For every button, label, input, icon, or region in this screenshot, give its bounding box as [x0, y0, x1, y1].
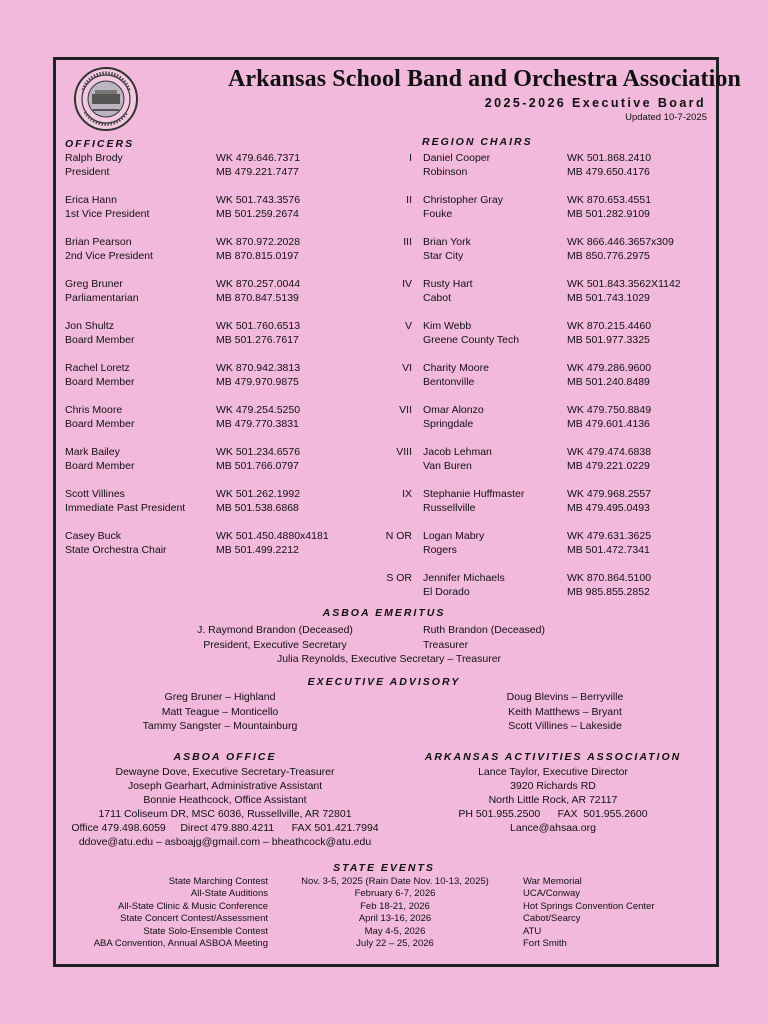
officer-name: Brian Pearson [65, 236, 132, 248]
region-chair-work-phone: WK 501.843.3562X1142 [567, 278, 681, 290]
officer-work-phone: WK 870.942.3813 [216, 362, 301, 374]
region-chair-mobile-phone: MB 850.776.2975 [567, 250, 650, 262]
officer-name: Jon Shultz [65, 320, 115, 332]
region-chair-work-phone: WK 479.286.9600 [567, 362, 652, 374]
region-chair-name: Brian York [423, 236, 471, 248]
events-heading: STATE EVENTS [333, 862, 435, 874]
region-number: N OR [385, 530, 412, 542]
officer-name: Greg Bruner [65, 278, 123, 290]
region-chair-name: Logan Mabry [423, 530, 485, 542]
region-chair-city: Bentonville [423, 376, 475, 388]
officer-name: Erica Hann [65, 194, 117, 206]
region-number: II [406, 194, 412, 206]
event-name: State Marching Contest [168, 876, 268, 887]
region-number: VIII [396, 446, 412, 458]
officer-work-phone: WK 501.234.6576 [216, 446, 301, 458]
region-number: VII [399, 404, 412, 416]
officer-role: State Orchestra Chair [65, 544, 167, 556]
advisory-left-item: Tammy Sangster – Mountainburg [142, 720, 298, 732]
officer-mobile-phone: MB 479.770.3831 [216, 418, 299, 430]
region-chair-work-phone: WK 870.215.4460 [567, 320, 652, 332]
event-name: State Solo-Ensemble Contest [143, 925, 268, 937]
aaa-heading: ARKANSAS ACTIVITIES ASSOCIATION [424, 751, 682, 763]
officer-name: Scott Villines [65, 488, 125, 500]
region-chair-mobile-phone: MB 479.650.4176 [567, 166, 650, 178]
officer-role: Board Member [65, 418, 135, 430]
event-name: All-State Clinic & Music Conference [118, 900, 268, 912]
region-chair-city: Fouke [423, 208, 453, 220]
office-line: Bonnie Heathcock, Office Assistant [143, 794, 307, 806]
advisory-left-item: Matt Teague – Monticello [161, 706, 279, 718]
emeritus-left-name: J. Raymond Brandon (Deceased) [197, 624, 353, 636]
region-chair-city: El Dorado [423, 586, 470, 598]
event-name: State Concert Contest/Assessment [120, 913, 268, 925]
page-title: Arkansas School Band and Orchestra Association [228, 66, 741, 92]
officer-mobile-phone: MB 501.259.2674 [216, 208, 299, 220]
officer-mobile-phone: MB 501.538.6868 [216, 502, 299, 514]
region-chair-name: Daniel Cooper [423, 152, 491, 164]
region-chair-name: Omar Alonzo [423, 404, 484, 416]
officer-role: Board Member [65, 460, 135, 472]
region-number: I [409, 152, 412, 164]
region-chair-work-phone: WK 870.653.4551 [567, 194, 652, 206]
region-chair-mobile-phone: MB 479.601.4136 [567, 418, 650, 430]
office-emails: ddove@atu.edu – asboajg@gmail.com – bheathcock@atu.edu [78, 836, 372, 848]
officer-role: Parliamentarian [65, 292, 139, 304]
event-date: May 4-5, 2026 [364, 925, 426, 937]
office-phones: Office 479.498.6059 Direct 479.880.4211 FAX 501.421.7994 [71, 822, 379, 834]
event-date: Nov. 3-5, 2025 (Rain Date Nov. 10-13, 2025) [301, 876, 489, 887]
region-chair-name: Charity Moore [423, 362, 489, 374]
event-location: Hot Springs Convention Center [523, 900, 655, 912]
region-chair-city: Cabot [423, 292, 452, 304]
officer-mobile-phone: MB 479.221.7477 [216, 166, 299, 178]
emeritus-left-role: President, Executive Secretary [203, 639, 347, 651]
office-address: 1711 Coliseum DR, MSC 6036, Russellville, AR 72801 [98, 808, 352, 820]
region-chair-city: Robinson [423, 166, 468, 178]
office-line: Dewayne Dove, Executive Secretary-Treasurer [115, 766, 335, 778]
region-chair-city: Rogers [423, 544, 457, 556]
updated-date: Updated 10-7-2025 [625, 112, 707, 123]
officer-name: Ralph Brody [65, 152, 123, 164]
region-number: IX [402, 488, 412, 500]
event-location: War Memorial [523, 876, 582, 887]
region-chair-city: Greene County Tech [423, 334, 520, 346]
advisory-right-item: Doug Blevins – Berryville [506, 691, 624, 703]
officer-mobile-phone: MB 501.499.2212 [216, 544, 299, 556]
region-number: S OR [386, 572, 412, 584]
advisory-right-item: Keith Matthews – Bryant [508, 706, 622, 718]
officer-role: Board Member [65, 334, 135, 346]
event-name: All-State Auditions [190, 888, 268, 900]
region-chair-work-phone: WK 479.474.6838 [567, 446, 652, 458]
advisory-right-item: Scott Villines – Lakeside [508, 720, 622, 732]
region-number: IV [402, 278, 412, 290]
advisory-heading: EXECUTIVE ADVISORY [307, 676, 461, 688]
aaa-line: 3920 Richards RD [510, 780, 596, 792]
officer-work-phone: WK 501.743.3576 [216, 194, 301, 206]
officer-mobile-phone: MB 479.970.9875 [216, 376, 299, 388]
officer-work-phone: WK 870.257.0044 [216, 278, 301, 290]
region-chair-mobile-phone: MB 501.743.1029 [567, 292, 650, 304]
region-chair-mobile-phone: MB 501.977.3325 [567, 334, 650, 346]
region-number: III [403, 236, 412, 248]
region-chair-work-phone: WK 501.868.2410 [567, 152, 652, 164]
event-date: July 22 – 25, 2026 [356, 938, 434, 949]
region-chair-work-phone: WK 479.631.3625 [567, 530, 652, 542]
aaa-email: Lance@ahsaa.org [510, 822, 596, 834]
officer-role: 1st Vice President [65, 208, 150, 220]
officer-mobile-phone: MB 501.766.0797 [216, 460, 299, 472]
event-date: February 6-7, 2026 [354, 888, 436, 900]
region-chair-work-phone: WK 866.446.3657x309 [567, 236, 674, 248]
region-chair-work-phone: WK 870.864.5100 [567, 572, 652, 584]
aaa-line: Lance Taylor, Executive Director [478, 766, 628, 778]
region-chair-name: Jacob Lehman [423, 446, 492, 458]
event-date: Feb 18-21, 2026 [360, 900, 430, 912]
officer-name: Mark Bailey [65, 446, 120, 458]
region-chair-name: Stephanie Huffmaster [423, 488, 525, 500]
region-chair-name: Christopher Gray [423, 194, 503, 206]
region-chair-city: Van Buren [423, 460, 472, 472]
event-date: April 13-16, 2026 [358, 913, 432, 925]
region-chair-city: Springdale [423, 418, 474, 430]
officer-mobile-phone: MB 870.847.5139 [216, 292, 299, 304]
region-number: V [404, 320, 412, 332]
event-name: ABA Convention, Annual ASBOA Meeting [93, 938, 268, 949]
officer-name: Rachel Loretz [65, 362, 130, 374]
officer-mobile-phone: MB 501.276.7617 [216, 334, 299, 346]
event-location: UCA/Conway [523, 888, 581, 900]
region-chair-mobile-phone: MB 985.855.2852 [567, 586, 650, 598]
page-subtitle: 2025-2026 Executive Board [484, 96, 706, 110]
officer-work-phone: WK 501.450.4880x4181 [216, 530, 329, 542]
officer-name: Casey Buck [65, 530, 122, 542]
region-chair-mobile-phone: MB 479.221.0229 [567, 460, 650, 472]
officer-work-phone: WK 870.972.2028 [216, 236, 301, 248]
region-chair-name: Rusty Hart [423, 278, 473, 290]
region-chair-mobile-phone: MB 501.282.9109 [567, 208, 650, 220]
region-chair-city: Russellville [423, 502, 476, 514]
region-chair-work-phone: WK 479.750.8849 [567, 404, 652, 416]
region-number: VI [402, 362, 412, 374]
region-chair-work-phone: WK 479.968.2557 [567, 488, 652, 500]
officer-role: 2nd Vice President [65, 250, 153, 262]
officer-role: Immediate Past President [65, 502, 186, 514]
officers-heading: OFFICERS [65, 138, 135, 150]
emeritus-heading: ASBOA EMERITUS [322, 607, 446, 619]
region-chair-mobile-phone: MB 501.240.8489 [567, 376, 650, 388]
officer-mobile-phone: MB 870.815.0197 [216, 250, 299, 262]
emeritus-right-name: Ruth Brandon (Deceased) [423, 624, 545, 636]
region-chair-city: Star City [423, 250, 464, 262]
officer-name: Chris Moore [65, 404, 123, 416]
officer-role: President [65, 166, 110, 178]
officer-work-phone: WK 501.760.6513 [216, 320, 301, 332]
region-chair-mobile-phone: MB 501.472.7341 [567, 544, 650, 556]
event-location: Cabot/Searcy [523, 913, 581, 925]
office-line: Joseph Gearhart, Administrative Assistant [127, 780, 323, 792]
emeritus-right-role: Treasurer [423, 639, 469, 651]
association-seal-icon [73, 66, 139, 132]
aaa-phones: PH 501.955.2500 FAX 501.955.2600 [458, 808, 648, 820]
region-chairs-heading: REGION CHAIRS [422, 136, 533, 148]
event-location: ATU [523, 925, 542, 937]
aaa-line: North Little Rock, AR 72117 [488, 794, 618, 806]
office-heading: ASBOA OFFICE [173, 751, 277, 763]
officer-work-phone: WK 479.646.7371 [216, 152, 301, 164]
region-chair-name: Kim Webb [423, 320, 472, 332]
event-location: Fort Smith [523, 938, 567, 949]
region-chair-name: Jennifer Michaels [423, 572, 505, 584]
officer-role: Board Member [65, 376, 135, 388]
emeritus-bottom: Julia Reynolds, Executive Secretary – Treasurer [276, 653, 502, 665]
region-chair-mobile-phone: MB 479.495.0493 [567, 502, 650, 514]
advisory-left-item: Greg Bruner – Highland [164, 691, 276, 703]
officer-work-phone: WK 501.262.1992 [216, 488, 301, 500]
officer-work-phone: WK 479.254.5250 [216, 404, 301, 416]
